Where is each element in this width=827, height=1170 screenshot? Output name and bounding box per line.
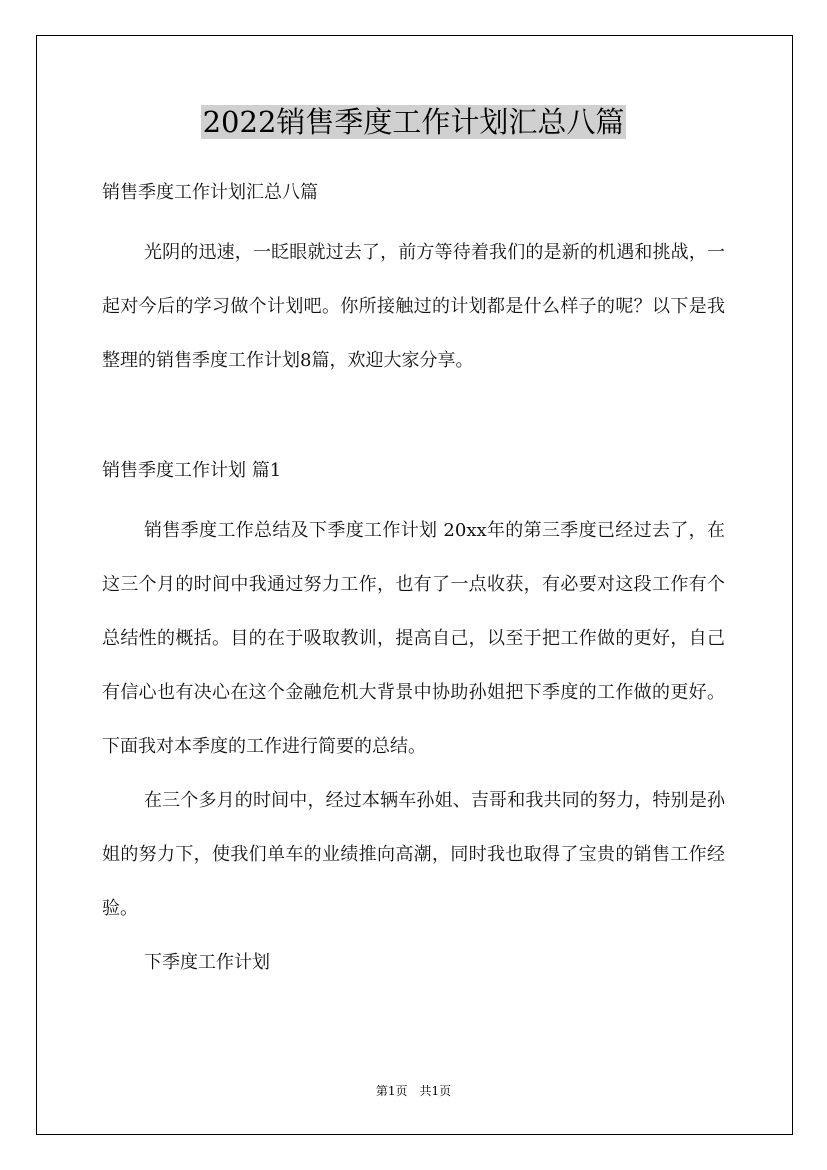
page-footer: 第1页 共1页 (375, 1084, 452, 1098)
section-paragraph: 销售季度工作总结及下季度工作计划 20xx年的第三季度已经过去了，在这三个月的时间中我通过努力工作，也有了一点收获，有必要对这段工作有个总结性的概括。目的在于吸取教训，提高自己，以至于把工作做的更好，自己有信心也有决心在这个金融危机大背景中协助孙姐把下季度的工作做的更好。下面我对本季度的工作进行简要的总结。 (102, 520, 725, 757)
section-paragraph: 在三个多月的时间中，经过本辆车孙姐、吉哥和我共同的努力，特别是孙姐的努力下，使我们单车的业绩推向高潮，同时我也取得了宝贵的销售工作经验。 (102, 790, 725, 919)
document-body (102, 172, 725, 990)
section-heading: 销售季度工作计划 篇1 (102, 460, 282, 481)
document-title-text: 2022销售季度工作计划汇总八篇 (202, 105, 625, 139)
section-paragraph: 下季度工作计划 (144, 952, 270, 973)
intro-paragraph: 光阴的迅速，一眨眼就过去了，前方等待着我们的是新的机遇和挑战，一起对今后的学习做个计划吧。你所接触过的计划都是什么样子的呢？以下是我整理的销售季度工作计划8篇，欢迎大家分享。 (102, 242, 725, 371)
document-subtitle: 销售季度工作计划汇总八篇 (102, 182, 318, 203)
document-title (0, 100, 827, 144)
